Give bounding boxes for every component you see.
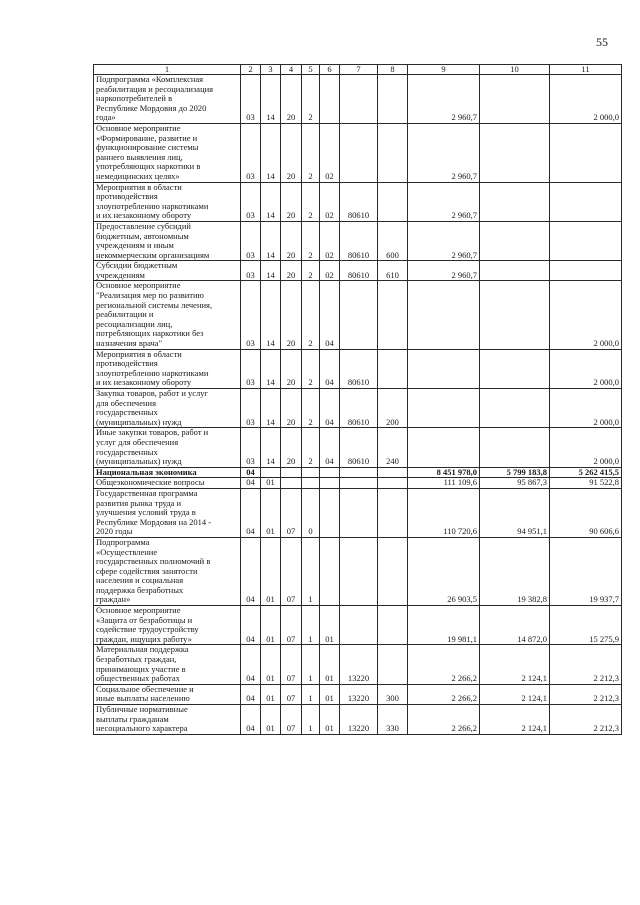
value-cell-c2: 04: [241, 606, 261, 645]
value-cell-c9: 2 960,7: [408, 75, 480, 124]
value-cell-c11: 2 212,3: [550, 645, 622, 684]
value-cell-c10: [480, 281, 550, 349]
value-cell-c9: 2 266,2: [408, 645, 480, 684]
value-cell-c10: 5 799 183,8: [480, 467, 550, 478]
value-cell-c10: 19 382,8: [480, 537, 550, 605]
value-cell-c6: 04: [320, 349, 340, 388]
value-cell-c7: [340, 75, 378, 124]
value-cell-c7: [340, 478, 378, 489]
value-cell-c7: 13220: [340, 705, 378, 735]
table-row: [94, 389, 622, 428]
value-cell-c5: 2: [302, 221, 320, 260]
table-row: [94, 75, 622, 124]
row-name-cell: Иные закупки товаров, работ и услуг для обеспечения государственных (муниципальных) нужд: [94, 428, 241, 467]
table-row: [94, 705, 622, 735]
value-cell-c5: 2: [302, 261, 320, 281]
value-cell-c6: 04: [320, 281, 340, 349]
row-name-cell: Подпрограмма «Осуществление государственных полномочий в сфере содействия занятости населения и социальная поддержка безработных граждан»: [94, 537, 241, 605]
value-cell-c8: [378, 606, 408, 645]
table-row: [94, 428, 622, 467]
value-cell-c5: 2: [302, 123, 320, 182]
value-cell-c7: 80610: [340, 349, 378, 388]
value-cell-c8: [378, 488, 408, 537]
value-cell-c9: 2 960,7: [408, 182, 480, 221]
value-cell-c9: 2 960,7: [408, 123, 480, 182]
value-cell-c6: 02: [320, 182, 340, 221]
value-cell-c8: 300: [378, 684, 408, 704]
page-number: 55: [596, 35, 608, 49]
value-cell-c11: 2 212,3: [550, 705, 622, 735]
table-row: [94, 467, 622, 478]
value-cell-c4: [281, 478, 302, 489]
value-cell-c3: 14: [261, 389, 281, 428]
column-header: 1: [94, 65, 241, 75]
value-cell-c3: 01: [261, 537, 281, 605]
value-cell-c11: 2 000,0: [550, 281, 622, 349]
value-cell-c7: [340, 281, 378, 349]
value-cell-c4: 07: [281, 606, 302, 645]
value-cell-c11: 19 937,7: [550, 537, 622, 605]
value-cell-c2: 03: [241, 123, 261, 182]
value-cell-c11: 2 000,0: [550, 389, 622, 428]
value-cell-c6: [320, 488, 340, 537]
value-cell-c8: [378, 182, 408, 221]
value-cell-c11: 2 212,3: [550, 684, 622, 704]
value-cell-c9: [408, 281, 480, 349]
value-cell-c10: 94 951,1: [480, 488, 550, 537]
value-cell-c11: [550, 221, 622, 260]
value-cell-c5: 0: [302, 488, 320, 537]
value-cell-c7: 80610: [340, 261, 378, 281]
value-cell-c6: 04: [320, 389, 340, 428]
value-cell-c6: 04: [320, 428, 340, 467]
value-cell-c11: 90 606,6: [550, 488, 622, 537]
value-cell-c9: 8 451 978,0: [408, 467, 480, 478]
value-cell-c3: 14: [261, 281, 281, 349]
value-cell-c7: 80610: [340, 221, 378, 260]
value-cell-c7: [340, 467, 378, 478]
table-row: [94, 123, 622, 182]
value-cell-c5: 2: [302, 428, 320, 467]
value-cell-c6: [320, 75, 340, 124]
value-cell-c9: 2 266,2: [408, 705, 480, 735]
value-cell-c8: [378, 467, 408, 478]
value-cell-c2: 03: [241, 349, 261, 388]
value-cell-c3: 01: [261, 488, 281, 537]
value-cell-c6: [320, 478, 340, 489]
value-cell-c3: 14: [261, 221, 281, 260]
value-cell-c3: 01: [261, 606, 281, 645]
value-cell-c8: [378, 349, 408, 388]
column-header: 5: [302, 65, 320, 75]
value-cell-c7: 80610: [340, 389, 378, 428]
row-name-cell: Публичные нормативные выплаты гражданам несоциального характера: [94, 705, 241, 735]
budget-table: [93, 64, 622, 735]
value-cell-c3: 14: [261, 123, 281, 182]
value-cell-c4: 07: [281, 645, 302, 684]
value-cell-c3: 14: [261, 349, 281, 388]
value-cell-c6: 01: [320, 606, 340, 645]
value-cell-c2: 04: [241, 478, 261, 489]
value-cell-c4: 20: [281, 281, 302, 349]
value-cell-c3: 14: [261, 75, 281, 124]
value-cell-c9: [408, 349, 480, 388]
value-cell-c8: 200: [378, 389, 408, 428]
value-cell-c9: 19 981,1: [408, 606, 480, 645]
row-name-cell: Основное мероприятие «Формирование, развитие и функционирование системы раннего выявления лиц, употребляющих наркотики в немедицинских целях»: [94, 123, 241, 182]
value-cell-c2: 03: [241, 389, 261, 428]
table-row: [94, 537, 622, 605]
column-header: 9: [408, 65, 480, 75]
row-name-cell: Мероприятия в области противодействия злоупотреблению наркотиками и их незаконному обороту: [94, 349, 241, 388]
value-cell-c11: [550, 182, 622, 221]
value-cell-c4: 20: [281, 261, 302, 281]
column-header: 10: [480, 65, 550, 75]
value-cell-c9: 2 266,2: [408, 684, 480, 704]
value-cell-c4: 20: [281, 182, 302, 221]
row-name-cell: Предоставление субсидий бюджетным, автономным учреждениям и иным некоммерческим организациям: [94, 221, 241, 260]
value-cell-c8: [378, 75, 408, 124]
value-cell-c10: 95 867,3: [480, 478, 550, 489]
value-cell-c11: 2 000,0: [550, 75, 622, 124]
value-cell-c10: [480, 261, 550, 281]
value-cell-c5: 1: [302, 645, 320, 684]
value-cell-c10: [480, 182, 550, 221]
value-cell-c2: 03: [241, 261, 261, 281]
row-name-cell: Мероприятия в области противодействия злоупотреблению наркотиками и их незаконному обороту: [94, 182, 241, 221]
value-cell-c4: 07: [281, 684, 302, 704]
value-cell-c11: 2 000,0: [550, 428, 622, 467]
value-cell-c8: 600: [378, 221, 408, 260]
value-cell-c4: 07: [281, 705, 302, 735]
value-cell-c3: 14: [261, 261, 281, 281]
table-row: [94, 281, 622, 349]
value-cell-c4: 07: [281, 488, 302, 537]
value-cell-c10: [480, 221, 550, 260]
value-cell-c3: 01: [261, 645, 281, 684]
value-cell-c3: 01: [261, 478, 281, 489]
value-cell-c7: 13220: [340, 684, 378, 704]
column-header: 4: [281, 65, 302, 75]
value-cell-c8: [378, 645, 408, 684]
value-cell-c9: [408, 428, 480, 467]
value-cell-c6: 02: [320, 123, 340, 182]
value-cell-c4: 20: [281, 75, 302, 124]
value-cell-c6: 02: [320, 261, 340, 281]
value-cell-c6: 01: [320, 705, 340, 735]
column-header: 3: [261, 65, 281, 75]
value-cell-c8: [378, 123, 408, 182]
row-name-cell: Закупка товаров, работ и услуг для обеспечения государственных (муниципальных) нужд: [94, 389, 241, 428]
value-cell-c5: 2: [302, 182, 320, 221]
value-cell-c3: [261, 467, 281, 478]
value-cell-c2: 04: [241, 645, 261, 684]
column-header: 6: [320, 65, 340, 75]
table-row: [94, 261, 622, 281]
value-cell-c10: 2 124,1: [480, 645, 550, 684]
value-cell-c10: [480, 428, 550, 467]
value-cell-c5: [302, 467, 320, 478]
value-cell-c8: [378, 478, 408, 489]
column-header: 8: [378, 65, 408, 75]
value-cell-c8: 330: [378, 705, 408, 735]
row-name-cell: Общеэкономические вопросы: [94, 478, 241, 489]
value-cell-c9: 2 960,7: [408, 221, 480, 260]
value-cell-c5: 2: [302, 281, 320, 349]
table-row: [94, 684, 622, 704]
table-row: [94, 478, 622, 489]
value-cell-c6: 01: [320, 645, 340, 684]
value-cell-c4: 20: [281, 221, 302, 260]
row-name-cell: Субсидии бюджетным учреждениям: [94, 261, 241, 281]
value-cell-c3: 14: [261, 428, 281, 467]
value-cell-c4: 20: [281, 428, 302, 467]
table-row: [94, 488, 622, 537]
value-cell-c5: 2: [302, 349, 320, 388]
value-cell-c2: 03: [241, 428, 261, 467]
value-cell-c7: 80610: [340, 182, 378, 221]
column-header: 2: [241, 65, 261, 75]
value-cell-c6: 02: [320, 221, 340, 260]
value-cell-c7: 13220: [340, 645, 378, 684]
value-cell-c9: [408, 389, 480, 428]
value-cell-c10: 14 872,0: [480, 606, 550, 645]
column-header: 11: [550, 65, 622, 75]
value-cell-c7: [340, 606, 378, 645]
value-cell-c2: 03: [241, 281, 261, 349]
row-name-cell: Основное мероприятие «Защита от безработицы и содействие трудоустройству граждан, ищущих работу»: [94, 606, 241, 645]
row-name-cell: Национальная экономика: [94, 467, 241, 478]
table-row: [94, 349, 622, 388]
value-cell-c8: [378, 537, 408, 605]
value-cell-c10: [480, 75, 550, 124]
value-cell-c6: [320, 537, 340, 605]
table-row: [94, 182, 622, 221]
value-cell-c2: 04: [241, 537, 261, 605]
value-cell-c6: 01: [320, 684, 340, 704]
value-cell-c7: [340, 123, 378, 182]
value-cell-c6: [320, 467, 340, 478]
value-cell-c5: 2: [302, 75, 320, 124]
value-cell-c2: 04: [241, 488, 261, 537]
value-cell-c2: 03: [241, 221, 261, 260]
row-name-cell: Подпрограмма «Комплексная реабилитация и ресоциализация наркопотребителей в Республике Мордовия до 2020 года»: [94, 75, 241, 124]
value-cell-c9: 110 720,6: [408, 488, 480, 537]
value-cell-c11: 5 262 415,5: [550, 467, 622, 478]
value-cell-c10: 2 124,1: [480, 705, 550, 735]
value-cell-c5: [302, 478, 320, 489]
value-cell-c7: [340, 488, 378, 537]
value-cell-c11: 2 000,0: [550, 349, 622, 388]
row-name-cell: Основное мероприятие "Реализация мер по развитию региональной системы лечения, реабилитации и ресоциализации лиц, потребляющих наркотики без назначения врача": [94, 281, 241, 349]
value-cell-c2: 03: [241, 182, 261, 221]
value-cell-c9: 26 903,5: [408, 537, 480, 605]
value-cell-c11: [550, 123, 622, 182]
value-cell-c10: 2 124,1: [480, 684, 550, 704]
value-cell-c8: 610: [378, 261, 408, 281]
table-header-row: [94, 65, 622, 75]
value-cell-c10: [480, 349, 550, 388]
value-cell-c4: [281, 467, 302, 478]
value-cell-c8: [378, 281, 408, 349]
table-row: [94, 606, 622, 645]
row-name-cell: Государственная программа развития рынка труда и улучшения условий труда в Республике Мордовия на 2014 - 2020 годы: [94, 488, 241, 537]
value-cell-c3: 01: [261, 705, 281, 735]
value-cell-c7: 80610: [340, 428, 378, 467]
value-cell-c3: 14: [261, 182, 281, 221]
value-cell-c11: [550, 261, 622, 281]
value-cell-c10: [480, 389, 550, 428]
value-cell-c8: 240: [378, 428, 408, 467]
value-cell-c4: 20: [281, 389, 302, 428]
value-cell-c2: 04: [241, 467, 261, 478]
column-header: 7: [340, 65, 378, 75]
table-row: [94, 221, 622, 260]
table-row: [94, 645, 622, 684]
row-name-cell: Материальная поддержка безработных граждан, принимающих участие в общественных работах: [94, 645, 241, 684]
value-cell-c10: [480, 123, 550, 182]
value-cell-c11: 15 275,9: [550, 606, 622, 645]
row-name-cell: Социальное обеспечение и иные выплаты населению: [94, 684, 241, 704]
value-cell-c5: 1: [302, 705, 320, 735]
value-cell-c9: 111 109,6: [408, 478, 480, 489]
value-cell-c3: 01: [261, 684, 281, 704]
value-cell-c5: 2: [302, 389, 320, 428]
value-cell-c7: [340, 537, 378, 605]
value-cell-c5: 1: [302, 537, 320, 605]
value-cell-c11: 91 522,8: [550, 478, 622, 489]
value-cell-c5: 1: [302, 606, 320, 645]
value-cell-c9: 2 960,7: [408, 261, 480, 281]
value-cell-c2: 03: [241, 75, 261, 124]
value-cell-c5: 1: [302, 684, 320, 704]
value-cell-c2: 04: [241, 705, 261, 735]
value-cell-c2: 04: [241, 684, 261, 704]
value-cell-c4: 07: [281, 537, 302, 605]
value-cell-c4: 20: [281, 123, 302, 182]
value-cell-c4: 20: [281, 349, 302, 388]
